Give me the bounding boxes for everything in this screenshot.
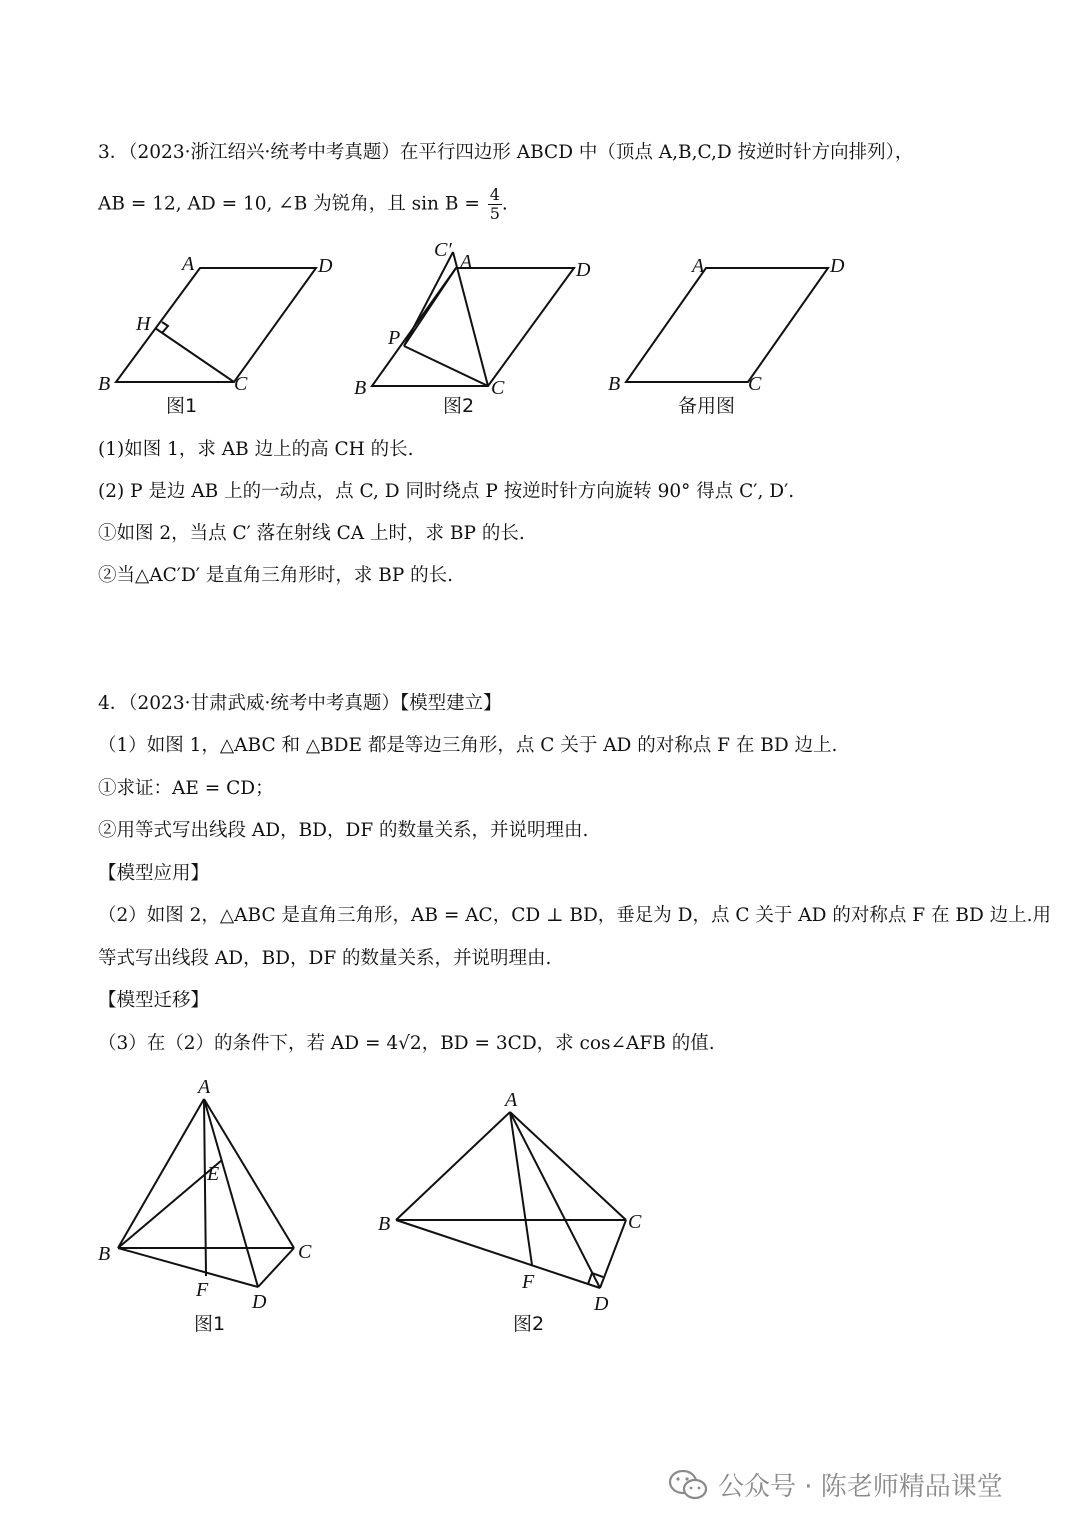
p4f2-label-a: A — [505, 1089, 518, 1111]
p3-q2: (2) P 是边 AB 上的一动点，点 C, D 同时绕点 P 按逆时针方向旋转 90° 得点 C′, D′. — [98, 481, 795, 502]
p4f2-line-ab — [396, 1112, 510, 1220]
p4-part2-line2: 等式写出线段 AD，BD，DF 的数量关系，并说明理由. — [98, 948, 552, 969]
p4f1-caption: 图1 — [194, 1313, 226, 1335]
fig1-label-b: B — [98, 373, 111, 395]
p4f1-line-ab — [118, 1099, 204, 1248]
p4-part2-line1: （2）如图 2，△ABC 是直角三角形，AB = AC，CD ⊥ BD，垂足为 D，点 C 关于 AD 的对称点 F 在 BD 边上.用 — [98, 905, 1052, 926]
fig1-caption: 图1 — [166, 395, 198, 417]
fig1-label-c: C — [234, 373, 248, 395]
p4-part3: （3）在（2）的条件下，若 AD = 4√2，BD = 3CD，求 cos∠AFB 的值. — [98, 1033, 715, 1054]
fig2-caption: 图2 — [443, 395, 475, 417]
fig2-label-cprime: C′ — [434, 239, 452, 261]
p3-given-end: . — [501, 193, 508, 215]
p4f1-line-ad — [204, 1099, 258, 1287]
p4f1-label-e: E — [207, 1163, 220, 1185]
watermark — [668, 1466, 1003, 1503]
fig2-label-c: C — [491, 377, 505, 399]
p4f2-label-b: B — [378, 1213, 391, 1235]
p4f1-label-b: B — [98, 1243, 111, 1265]
fig3-label-c: C — [748, 373, 762, 395]
p4f2-label-d: D — [594, 1293, 609, 1315]
watermark-text: 公众号 · 陈老师精品课堂 — [718, 1472, 1003, 1502]
p4f2-line-ac — [510, 1112, 626, 1220]
p4f2-line-cd — [600, 1220, 626, 1288]
p4f1-line-bd — [118, 1248, 258, 1287]
fraction-denominator: 5 — [489, 204, 500, 223]
p4f2-label-f: F — [522, 1271, 535, 1293]
p4f2-caption: 图2 — [513, 1313, 545, 1335]
p3-q2a: ①如图 2，当点 C′ 落在射线 CA 上时，求 BP 的长. — [98, 523, 525, 544]
p3-given-text: AB = 12, AD = 10, ∠B 为锐角，且 sin B = — [98, 193, 486, 215]
fig2-label-a: A — [460, 251, 473, 273]
p4f1-label-a: A — [198, 1076, 211, 1098]
fig3-label-d: D — [830, 255, 845, 277]
p4f1-line-cd — [258, 1248, 294, 1287]
p3-q2b: ②当△AC′D′ 是直角三角形时，求 BP 的长. — [98, 565, 454, 586]
p4f1-label-f: F — [196, 1279, 209, 1301]
wechat-icon — [668, 1468, 708, 1502]
fig3-label-b: B — [608, 373, 621, 395]
p4f1-line-af — [204, 1099, 206, 1276]
fig2-label-b: B — [354, 377, 367, 399]
p4-part1: （1）如图 1，△ABC 和 △BDE 都是等边三角形，点 C 关于 AD 的对称点 F 在 BD 边上. — [98, 735, 838, 756]
fig3-caption: 备用图 — [678, 395, 736, 417]
fig1-label-h: H — [136, 313, 151, 335]
p4-heading-transfer: 【模型迁移】 — [98, 990, 210, 1011]
p3-q1: (1)如图 1，求 AB 边上的高 CH 的长. — [98, 439, 414, 460]
p4-part1b: ②用等式写出线段 AD，BD，DF 的数量关系，并说明理由. — [98, 820, 589, 841]
fig1-label-a: A — [182, 253, 195, 275]
fig3-label-a: A — [692, 255, 705, 277]
fig2-label-d: D — [576, 259, 591, 281]
fig1-label-d: D — [318, 255, 333, 277]
p4f2-label-c: C — [628, 1211, 642, 1233]
p4-heading-application: 【模型应用】 — [98, 863, 210, 884]
p3-title: 3．（2023·浙江绍兴·统考中考真题）在平行四边形 ABCD 中（顶点 A,B,C,D 按逆时针方向排列）， — [98, 142, 914, 163]
fig2-label-p: P — [388, 327, 401, 349]
p4f1-label-c: C — [298, 1241, 312, 1263]
p4f1-label-d: D — [252, 1291, 267, 1313]
fraction-numerator: 4 — [489, 185, 500, 204]
p4-part1a: ①求证：AE = CD； — [98, 778, 274, 799]
p4-title: 4．（2023·甘肃武威·统考中考真题）【模型建立】 — [98, 693, 502, 714]
